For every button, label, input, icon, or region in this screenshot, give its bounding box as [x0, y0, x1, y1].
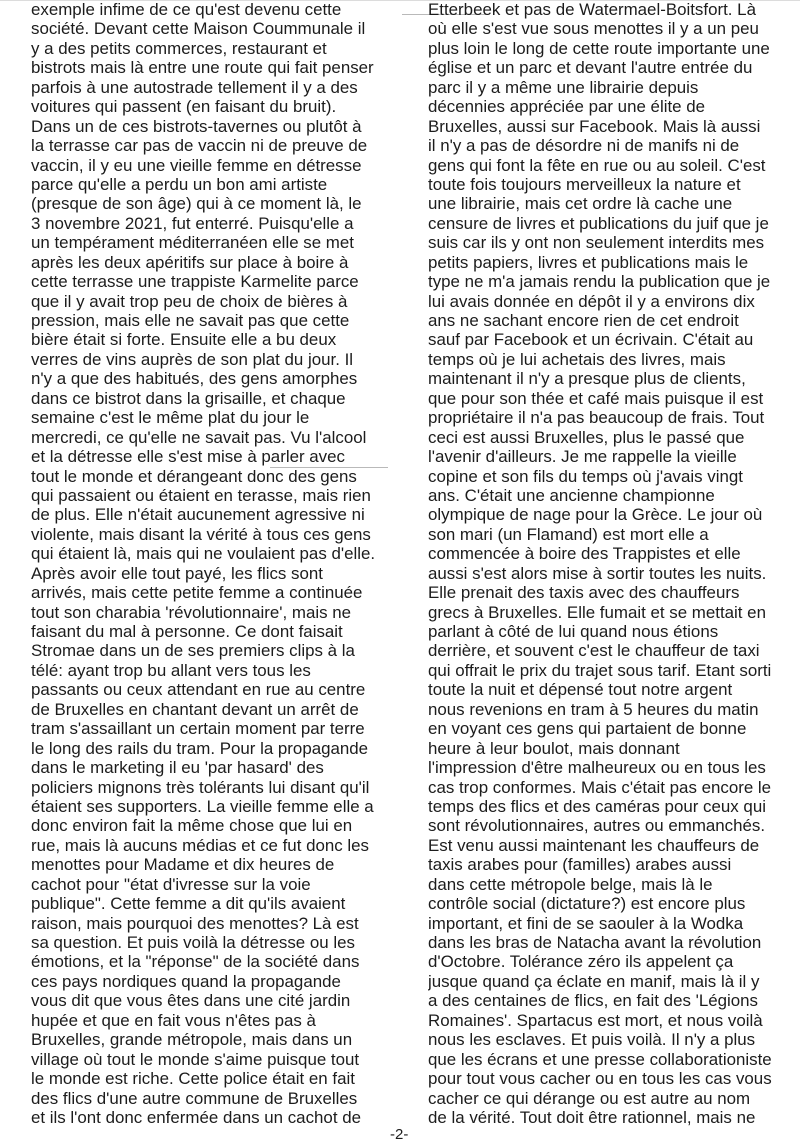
text-line: rue, mais là aucuns médias et ce fut donc les: [31, 835, 369, 855]
text-line: parc il y a même une librairie depuis: [428, 77, 699, 97]
text-line: donc environ fait la même chose que lui en: [31, 816, 353, 836]
text-line: ans. C'était une ancienne championne: [428, 485, 715, 505]
text-line: décennies appréciée par une élite de: [428, 97, 706, 117]
text-line: nous les esclaves. Et puis voilà. Il n'y a plus: [428, 1030, 756, 1050]
text-line: village où tout le monde s'aime puisque tout: [31, 1049, 360, 1069]
text-line: voitures qui passent (en faisant du bruit).: [31, 97, 337, 117]
text-line: dans le marketing il eu 'par hasard' des: [31, 758, 324, 778]
text-line: censure de livres et publications du juif que je: [428, 213, 769, 233]
text-line: tout le monde et dérangeant donc des gens: [31, 466, 357, 486]
text-line: pression, mais elle ne savait pas que cette: [31, 311, 350, 330]
text-line: sa question. Et puis voilà la détresse ou les: [31, 933, 355, 952]
text-line: parlant à côté de lui quand nous étions: [428, 622, 719, 641]
text-line: sont révolutionnaires, autres ou emmanchés.: [428, 816, 766, 836]
text-line: Elle prenait des taxis avec des chauffeurs: [428, 583, 740, 603]
text-line: il n'y a pas de désordre ni de manifs ni de: [428, 136, 740, 156]
text-line: nous revenions en tram à 5 heures du matin: [428, 699, 759, 719]
text-line: temps où je lui achetais des livres, mais: [428, 349, 726, 369]
text-line: Romaines'. Spartacus est mort, et nous voilà: [428, 1010, 763, 1030]
text-line: contrôle social (dictature?) est encore plus: [428, 894, 746, 914]
text-line: Etterbeek et pas de Watermael-Boitsfort. Là: [428, 0, 756, 19]
text-line: parfois à une autostrade tellement il y a des: [31, 77, 358, 97]
text-line: de plus. Elle n'était aucunement agressive ni: [31, 505, 365, 525]
text-line: où elle s'est vue sous menottes il y a un peu: [428, 19, 759, 39]
text-line: bistrots mais là entre une route qui fait penser: [31, 58, 374, 78]
text-line: le long des rails du tram. Pour la propagande: [31, 738, 369, 758]
page-number: -2-: [390, 1126, 409, 1143]
text-line: cas trop conformes. Mais c'était pas encore le: [428, 777, 772, 797]
text-line: 3 novembre 2021, fut enterré. Puisqu'elle a: [31, 213, 354, 233]
text-line: l'avenir d'ailleurs. Je me rappelle la vieille: [428, 447, 737, 467]
text-line: publique". Cette femme a dit qu'ils avaient: [31, 894, 346, 914]
text-line: arrivés, mais cette petite femme a continuée: [31, 583, 363, 603]
text-line: hupée et que en fait vous n'êtes pas à: [31, 1010, 316, 1030]
text-line: et ils l'ont donc enfermée dans un cachot de: [31, 1107, 361, 1127]
text-line: après les deux apéritifs sur place à boire à: [31, 252, 349, 272]
text-line: faisant du mal à personne. Ce dont faisait: [31, 622, 343, 641]
text-line: qui offrait le prix du trajet sous tarif. Etant sorti: [428, 660, 772, 680]
text-line: lui avais donnée en dépôt il y a environs dix: [428, 291, 755, 311]
text-line: la terrasse car pas de vaccin ni de preuve de: [31, 136, 368, 156]
text-line: tram s'assaillant un certain moment par terre: [31, 719, 365, 739]
text-line: Bruxelles, aussi sur Facebook. Mais là aussi: [428, 116, 761, 136]
text-line: de Bruxelles en chantant devant un arrêt de: [31, 699, 359, 719]
text-line: bière était si forte. Ensuite elle a bu deux: [31, 330, 337, 350]
text-line: dans cette métropole belge, mais là le: [428, 874, 713, 894]
text-line: toute fois toujours merveilleux la nature et: [428, 174, 741, 194]
text-line: menottes pour Madame et dix heures de: [31, 855, 335, 875]
text-line: pour tout vous cacher ou en tous les cas vous: [428, 1069, 772, 1089]
text-line: important, et fini de se saouler à la Wodka: [428, 913, 744, 933]
text-line: type ne m'a jamais rendu la publication que je: [428, 272, 771, 292]
text-line: en voyant ces gens qui partaient de bonne: [428, 719, 747, 739]
text-line: dans les bras de Natacha avant la révolution: [428, 933, 762, 952]
text-line: propriétaire il n'a pas beaucoup de frais. Tout: [428, 408, 765, 428]
text-line: passants ou ceux attendant en rue au centre: [31, 680, 366, 700]
text-line: olympique de nage pour la Grèce. Le jour où: [428, 505, 763, 525]
text-line: télé: ayant trop bu allant vers tous les: [31, 660, 311, 680]
text-line: temps des flics et des caméras pour ceux qui: [428, 796, 766, 816]
text-line: Stromae dans un de ses premiers clips à la: [31, 641, 355, 661]
text-line: suis car ils y ont non seulement interdits mes: [428, 233, 765, 253]
text-line: Est venu aussi maintenant les chauffeurs de: [428, 835, 760, 855]
text-line: un tempérament méditerranéen elle se met: [31, 233, 354, 253]
text-line: qui étaient là, mais qui ne voulaient pas d'elle.: [31, 544, 376, 564]
text-line: tout son charabia 'révolutionnaire', mais ne: [31, 602, 352, 622]
text-line: gens qui font la fête en rue ou au soleil. C'est: [428, 155, 766, 175]
text-line: taxis arabes pour (familles) arabes aussi: [428, 855, 732, 875]
text-line: et la détresse elle s'est mise à parler avec: [31, 447, 345, 467]
text-line: étaient ses supporters. La vieille femme elle a: [31, 796, 374, 816]
text-line: ans ne sachant encore rien de cet endroit: [428, 311, 739, 330]
text-line: maintenant il n'y a presque plus de clients,: [428, 369, 746, 389]
text-line: cacher ce qui dérange ou est autre au nom: [428, 1088, 751, 1108]
text-line: parce qu'elle a perdu un bon ami artiste: [31, 174, 328, 194]
text-line: émotions, et la "réponse" de la société dans: [31, 952, 360, 972]
text-line: ces pays nordiques quand la propagande: [31, 971, 341, 991]
text-line: commencée à boire des Trappistes et elle: [428, 544, 741, 564]
text-line: Dans un de ces bistrots-tavernes ou plutôt à: [31, 116, 362, 136]
text-line: son mari (un Flamand) est mort elle a: [428, 524, 709, 544]
text-line: violente, mais disant la vérité à tous ces gens: [31, 524, 371, 544]
text-line: a des centaines de flics, en fait des 'Légions: [428, 991, 758, 1011]
text-line: raison, mais pourquoi des menottes? Là est: [31, 913, 359, 933]
text-line: église et un parc et devant l'autre entrée du: [428, 58, 753, 78]
text-line: semaine c'est le même plat du jour le: [31, 408, 310, 428]
text-line: y a des petits commerces, restaurant et: [31, 38, 327, 58]
text-line: derrière, et souvent c'est le chauffeur de taxi: [428, 641, 760, 661]
text-line: Après avoir elle tout payé, les flics sont: [31, 563, 323, 583]
text-line: une librairie, mais cet ordre là cache une: [428, 194, 733, 214]
text-line: société. Devant cette Maison Coummunale il: [31, 19, 366, 39]
text-line: que il y avait trop peu de choix de bières à: [31, 291, 348, 311]
left-text-column: [31, 0, 409, 1127]
text-line: que pour son thée et café mais puisque il est: [428, 388, 764, 408]
text-line: jusque quand ça éclate en manif, mais là il y: [428, 971, 760, 991]
text-line: petits papiers, livres et publications mais le: [428, 252, 749, 272]
text-line: aussi s'est alors mise à sortir toutes les nuits.: [428, 563, 767, 583]
text-line: de la vérité. Tout doit être rationnel, mais ne: [428, 1107, 756, 1127]
text-line: vaccin, il y eu une vieille femme en détresse: [31, 155, 362, 175]
text-line: le monde est riche. Cette police était en fait: [31, 1069, 355, 1089]
text-line: plus loin le long de cette route importante une: [428, 38, 770, 58]
text-line: n'y a que des habitués, des gens amorphes: [31, 369, 358, 389]
text-line: policiers mignons très tolérants lui disant qu'il: [31, 777, 370, 797]
text-line: mercredi, ce qu'elle ne savait pas. Vu l'alcool: [31, 427, 367, 447]
text-line: verres de vins auprès de son plat du jour. Il: [31, 349, 354, 369]
text-line: grecs à Bruxelles. Elle fumait et se mettait en: [428, 602, 766, 622]
text-line: l'impression d'être malheureux ou en tous les: [428, 758, 766, 778]
text-line: vous dit que vous êtes dans une cité jardin: [31, 991, 351, 1011]
text-line: qui passaient ou étaient en terasse, mais rien: [31, 485, 371, 505]
text-line: (presque de son âge) qui à ce moment là, le: [31, 194, 362, 214]
text-line: Bruxelles, grande métropole, mais dans un: [31, 1030, 353, 1050]
text-line: que les écrans et une presse collaborationiste: [428, 1049, 772, 1069]
text-line: exemple infime de ce qu'est devenu cette: [31, 0, 342, 19]
text-line: des flics d'une autre commune de Bruxelles: [31, 1088, 358, 1108]
text-line: heure à leur boulot, mais donnant: [428, 738, 680, 758]
text-line: cette terrasse une trappiste Karmelite parce: [31, 272, 359, 292]
text-line: copine et son fils du temps où j'avais vingt: [428, 466, 743, 486]
text-line: d'Octobre. Tolérance zéro ils appelent ça: [428, 952, 734, 972]
text-line: dans ce bistrot dans la grisaille, et chaque: [31, 388, 346, 408]
text-line: toute la nuit et dépensé tout notre argent: [428, 680, 733, 700]
right-text-column: [428, 0, 800, 1127]
text-line: sauf par Facebook et un écrivain. C'était au: [428, 330, 754, 350]
text-line: ceci est aussi Bruxelles, plus le passé que: [428, 427, 745, 447]
text-line: cachot pour "état d'ivresse sur la voie: [31, 874, 311, 894]
